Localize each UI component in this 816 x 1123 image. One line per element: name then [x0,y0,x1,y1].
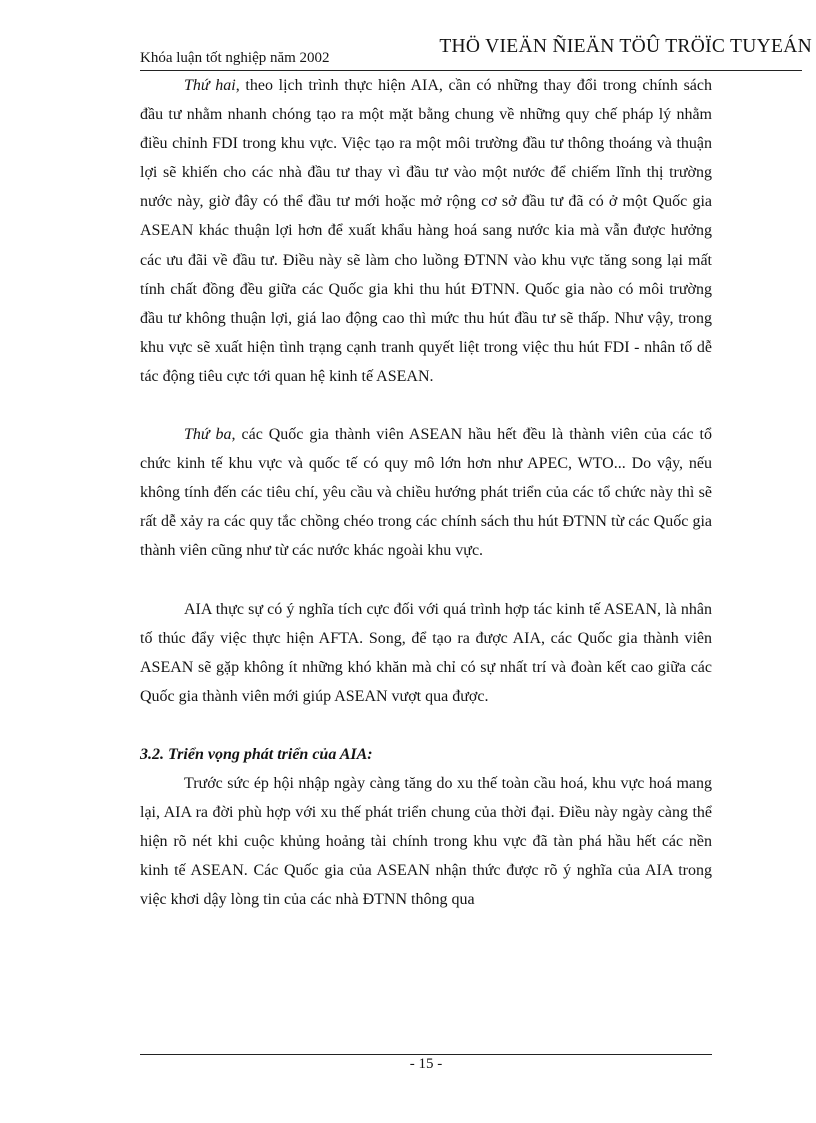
paragraph-thu-ba [140,420,712,565]
paragraph-lead: Thứ hai [184,77,236,94]
paragraph-gap [140,711,712,740]
page-body [140,71,712,914]
paragraph-gap [140,391,712,420]
header-left-title: Khóa luận tốt nghiệp năm 2002 [140,50,330,66]
paragraph-thu-hai [140,71,712,391]
header-right-watermark: THÖ VIEÄN ÑIEÄN TÖÛ TRÖÏC TUYEÁN [439,36,812,57]
paragraph-gap [140,566,712,595]
paragraph-lead: Thứ ba, [184,426,236,444]
page-number: - 15 - [409,1056,443,1072]
paragraph-text: , theo lịch trình thực hiện AIA, cần có những thay đổi trong chính sách đầu tư nhằm nhanh chóng tạo ra một mặt bằng chung về những quy chế pháp lý nhằm điều chỉnh FDI trong khu vực. Việc tạo ra một môi trường đầu tư thông thoáng và thuận lợi sẽ khiến cho các nhà đầu tư thay vì đầu tư vào một nước để chiếm lĩnh thị trường nước này, giờ đây có thể đầu tư mới hoặc mở rộng cơ sở đầu tư đã có ở một Quốc gia ASEAN khác thuận lợi hơn để xuất khẩu hàng hoá sang nước kia mà vẫn được hưởng các ưu đãi về đầu tư. Điều này sẽ làm cho luồng ĐTNN vào khu vực tăng song lại mất tính chất đồng đều giữa các Quốc gia khi thu hút ĐTNN. Quốc gia nào có môi trường đầu tư không thuận lợi, giá lao động cao thì mức thu hút đầu tư sẽ thấp. Như vậy, trong khu vực sẽ xuất hiện tình trạng cạnh tranh quyết liệt trong việc thu hút FDI - nhân tố dễ tác động tiêu cực tới quan hệ kinh tế ASEAN. [140,77,712,385]
section-heading: 3.2. Triển vọng phát triển của AIA: [140,745,373,763]
paragraph-aia-meaning: AIA thực sự có ý nghĩa tích cực đối với quá trình hợp tác kinh tế ASEAN, là nhân tố thúc đẩy việc thực hiện AFTA. Song, để tạo ra được AIA, các Quốc gia thành viên ASEAN sẽ gặp không ít những khó khăn mà chỉ có sự nhất trí và đoàn kết cao giữa các Quốc gia thành viên mới giúp ASEAN vượt qua được. [140,600,712,705]
paragraph-aia-prospects: Trước sức ép hội nhập ngày càng tăng do xu thế toàn cầu hoá, khu vực hoá mang lại, AIA ra đời phù hợp với xu thế phát triển chung của thời đại. Điều này ngày càng thể hiện rõ nét khi cuộc khủng hoảng tài chính trong khu vực đã tàn phá hầu hết các nền kinh tế ASEAN. Các Quốc gia của ASEAN nhận thức được rõ ý nghĩa của AIA trong việc khơi dậy lòng tin của các nhà ĐTNN thông qua [140,774,712,909]
paragraph-text: các Quốc gia thành viên ASEAN hầu hết đều là thành viên của các tổ chức kinh tế khu vực và quốc tế có quy mô lớn hơn như APEC, WTO... Do vậy, nếu không tính đến các tiêu chí, yêu cầu và chiều hướng phát triển của các tổ chức này thì sẽ rất dễ xảy ra các quy tắc chồng chéo trong các chính sách thu hút ĐTNN từ các Quốc gia thành viên cũng như từ các nước khác ngoài khu vực. [140,426,712,560]
